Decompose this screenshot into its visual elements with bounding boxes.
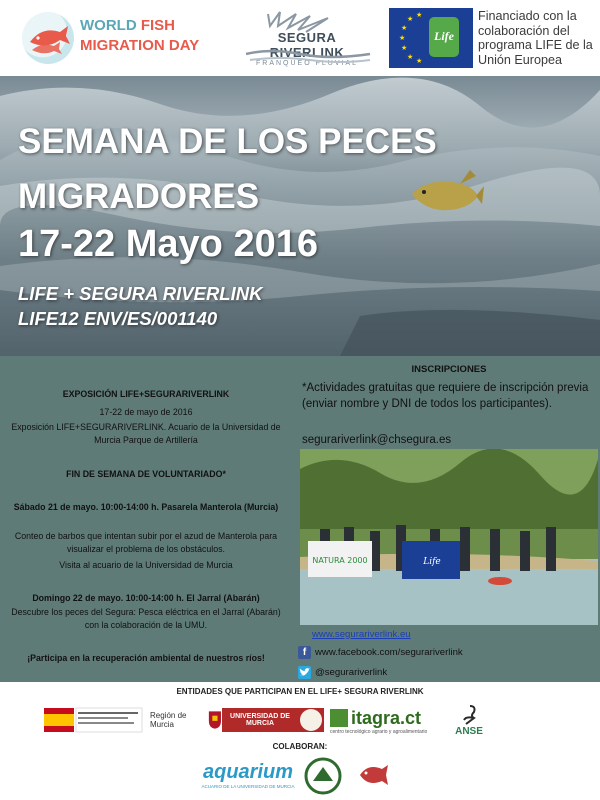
volunteers-photo: [300, 449, 598, 625]
aquarium-subtitle: ACUARIO DE LA UNIVERSIDAD DE MURCIA: [201, 784, 295, 789]
website-link[interactable]: www.segurariverlink.eu: [312, 628, 411, 640]
facebook-link-row: [298, 644, 463, 660]
wfmd-migration-day: MIGRATION DAY: [80, 37, 200, 54]
svg-text:★: ★: [416, 57, 423, 65]
project-code: LIFE12 ENV/ES/001140: [18, 308, 218, 329]
project-labels: [18, 281, 262, 331]
segura-riverlink-name: SEGURA RIVERLINK: [269, 30, 345, 60]
project-name: LIFE + SEGURA RIVERLINK: [18, 283, 263, 304]
wfmd-fish: FISH: [140, 17, 175, 34]
itagra-logo: [330, 704, 438, 738]
hero-banner: [0, 76, 600, 356]
collaborators-heading: COLABORAN:: [272, 742, 328, 751]
header: [0, 0, 600, 76]
svg-text:★: ★: [416, 11, 423, 19]
registration-column: [298, 356, 600, 682]
twitter-link-row: [298, 664, 387, 680]
svg-text:★: ★: [407, 15, 414, 23]
exhibition-dates: 17-22 de mayo de 2016: [99, 407, 193, 417]
fish-association-logo: [352, 754, 394, 796]
footer-sponsors: [0, 682, 600, 800]
event-title: [18, 114, 437, 224]
wfmd-world: WORLD: [80, 17, 141, 34]
red-fish-icon: [354, 755, 392, 795]
twitter-icon: [298, 666, 311, 679]
registration-text: *Actividades gratuitas que requiere de inscripción previa (enviar nombre y DNI de todos los participantes).: [302, 382, 589, 410]
university-murcia-logo: [222, 708, 324, 732]
fish-logo-icon: [22, 12, 74, 64]
aquarium-logo: [198, 754, 298, 796]
sunday-title: Domingo 22 de mayo. 10:00-14:00 h. El Jarral (Abarán): [32, 593, 260, 603]
world-fish-migration-day-logo: [22, 10, 227, 66]
life-logo-label: Life: [434, 29, 454, 43]
anse-name: ANSE: [455, 725, 483, 737]
saturday-visit: Visita al acuario de la Universidad de Murcia: [59, 560, 233, 570]
itagra-name: itagra.ct: [351, 707, 422, 728]
volunteer-weekend-title: FIN DE SEMANA DE VOLUNTARIADO*: [66, 469, 226, 479]
facebook-icon: f: [298, 646, 311, 659]
university-seal-icon: [300, 709, 322, 731]
region-murcia-shield-icon: [208, 709, 222, 731]
itagra-leaf-icon: [330, 709, 348, 727]
event-title-line2: MIGRADORES: [18, 177, 260, 216]
collaborator-seal-icon: [304, 757, 342, 795]
eu-life-banner-text: Life: [423, 557, 441, 567]
activities-column: [0, 356, 290, 682]
collaborator-seal-logo: [302, 756, 344, 796]
participants-heading: ENTIDADES QUE PARTICIPAN EN EL LIFE+ SEGURA RIVERLINK: [176, 687, 424, 696]
exhibition-title: EXPOSICIÓN LIFE+SEGURARIVERLINK: [62, 389, 230, 399]
spanish-ministry-logo: [44, 706, 144, 734]
saturday-title: Sábado 21 de mayo. 10:00-14:00 h. Pasarela Manterola (Murcia): [13, 502, 279, 512]
anse-logo: [446, 702, 492, 738]
website-link-row: [312, 626, 411, 642]
svg-text:★: ★: [401, 44, 408, 52]
region-murcia-logo: [150, 706, 222, 734]
wfmd-title: [80, 16, 199, 56]
segura-riverlink-logo: [240, 10, 374, 66]
segura-riverlink-subtitle: FRANQUEO FLUVIAL: [255, 60, 358, 67]
registration-title: INSCRIPCIONES: [411, 364, 487, 375]
registration-email[interactable]: segurariverlink@chsegura.es: [302, 434, 452, 446]
aquarium-name: aquarium: [202, 761, 294, 783]
natura-2000-banner-text: NATURA 2000: [312, 556, 368, 565]
university-murcia-name: UNIVERSIDAD DE MURCIA: [230, 713, 290, 727]
facebook-link[interactable]: www.facebook.com/segurariverlink: [315, 646, 463, 658]
financing-text: Financiado con la colaboración del programa LIFE de la Unión Europea: [478, 9, 593, 67]
exhibition-description: Exposición LIFE+SEGURARIVERLINK. Acuario de la Universidad de Murcia Parque de Artillería: [11, 422, 281, 445]
itagra-subtitle: centro tecnológico agrario y agroalimentario: [330, 728, 428, 735]
svg-text:★: ★: [407, 53, 414, 61]
twitter-handle[interactable]: @segurariverlink: [315, 666, 388, 678]
region-murcia-name: Región de Murcia: [150, 711, 187, 729]
event-dates: 17-22 Mayo 2016: [18, 223, 318, 265]
saturday-description: Conteo de barbos que intentan subir por el azud de Manterola para visualizar el problema de los obstáculos.: [14, 531, 278, 554]
sunday-description: Descubre los peces del Segura: Pesca eléctrica en el Jarral (Abarán) con la colaboración de la UMU.: [11, 607, 281, 630]
call-to-action: ¡Participa en la recuperación ambiental de nuestros ríos!: [27, 653, 265, 663]
event-title-line1: SEMANA DE LOS PECES: [18, 122, 437, 161]
svg-text:★: ★: [399, 34, 406, 42]
svg-text:★: ★: [401, 24, 408, 32]
flamingo-icon: [456, 704, 482, 726]
info-panel: [0, 356, 600, 682]
